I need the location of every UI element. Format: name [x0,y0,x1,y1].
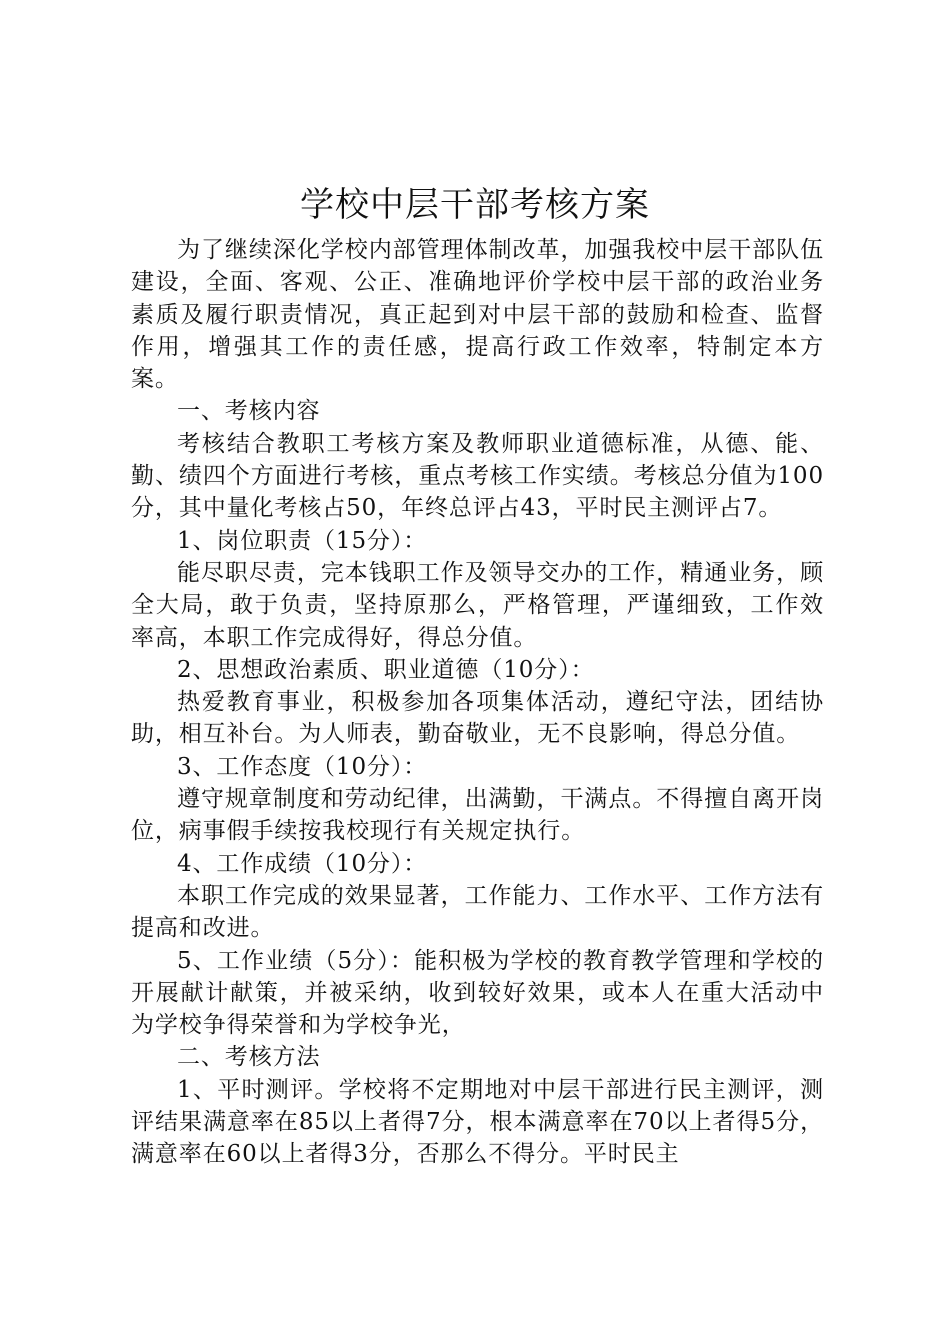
item-heading-duties: 1、岗位职责（15分）： [177,527,428,554]
document-body [131,234,824,1171]
paragraph-performance: 5、工作业绩（5分）：能积极为学校的教育教学管理和学校的开展献计献策，并被采纳，收到较好效果，或本人在重大活动中为学校争得荣誉和为学校争光， [131,947,824,1039]
item-heading-results: 4、工作成绩（10分）： [177,850,428,877]
section-heading-content: 一、考核内容 [177,398,321,425]
paragraph-content-overview: 考核结合教职工考核方案及教师职业道德标准，从德、能、勤、绩四个方面进行考核，重点考核工作实绩。考核总分值为100分，其中量化考核占50，年终总评占43，平时民主测评占7。 [131,430,824,522]
paragraph-results: 本职工作完成的效果显著，工作能力、工作水平、工作方法有提高和改进。 [131,882,824,942]
paragraph-intro: 为了继续深化学校内部管理体制改革，加强我校中层干部队伍建设，全面、客观、公正、准确地评价学校中层干部的政治业务素质及履行职责情况，真正起到对中层干部的鼓励和检查、监督作用，增强其工作的责任感，提高行政工作效率，特制定本方案。 [131,237,824,393]
section-heading-method: 二、考核方法 [177,1044,321,1071]
paragraph-method-evaluation: 1、平时测评。学校将不定期地对中层干部进行民主测评，测评结果满意率在85以上者得7分，根本满意率在70以上者得5分，满意率在60以上者得3分，否那么不得分。平时民主 [131,1076,824,1168]
paragraph-duties: 能尽职尽责，完本钱职工作及领导交办的工作，精通业务，顾全大局，敢于负责，坚持原那么，严格管理，严谨细致，工作效率高，本职工作完成得好，得总分值。 [131,559,824,651]
document-title: 学校中层干部考核方案 [300,185,650,225]
item-heading-attitude: 3、工作态度（10分）： [177,753,428,780]
paragraph-ethics: 热爱教育事业，积极参加各项集体活动，遵纪守法，团结协助，相互补台。为人师表，勤奋敬业，无不良影响，得总分值。 [131,689,824,748]
paragraph-attitude: 遵守规章制度和劳动纪律，出满勤，干满点。不得擅自离开岗位，病事假手续按我校现行有关规定执行。 [131,786,824,845]
item-heading-ethics: 2、思想政治素质、职业道德（10分）： [177,656,595,683]
